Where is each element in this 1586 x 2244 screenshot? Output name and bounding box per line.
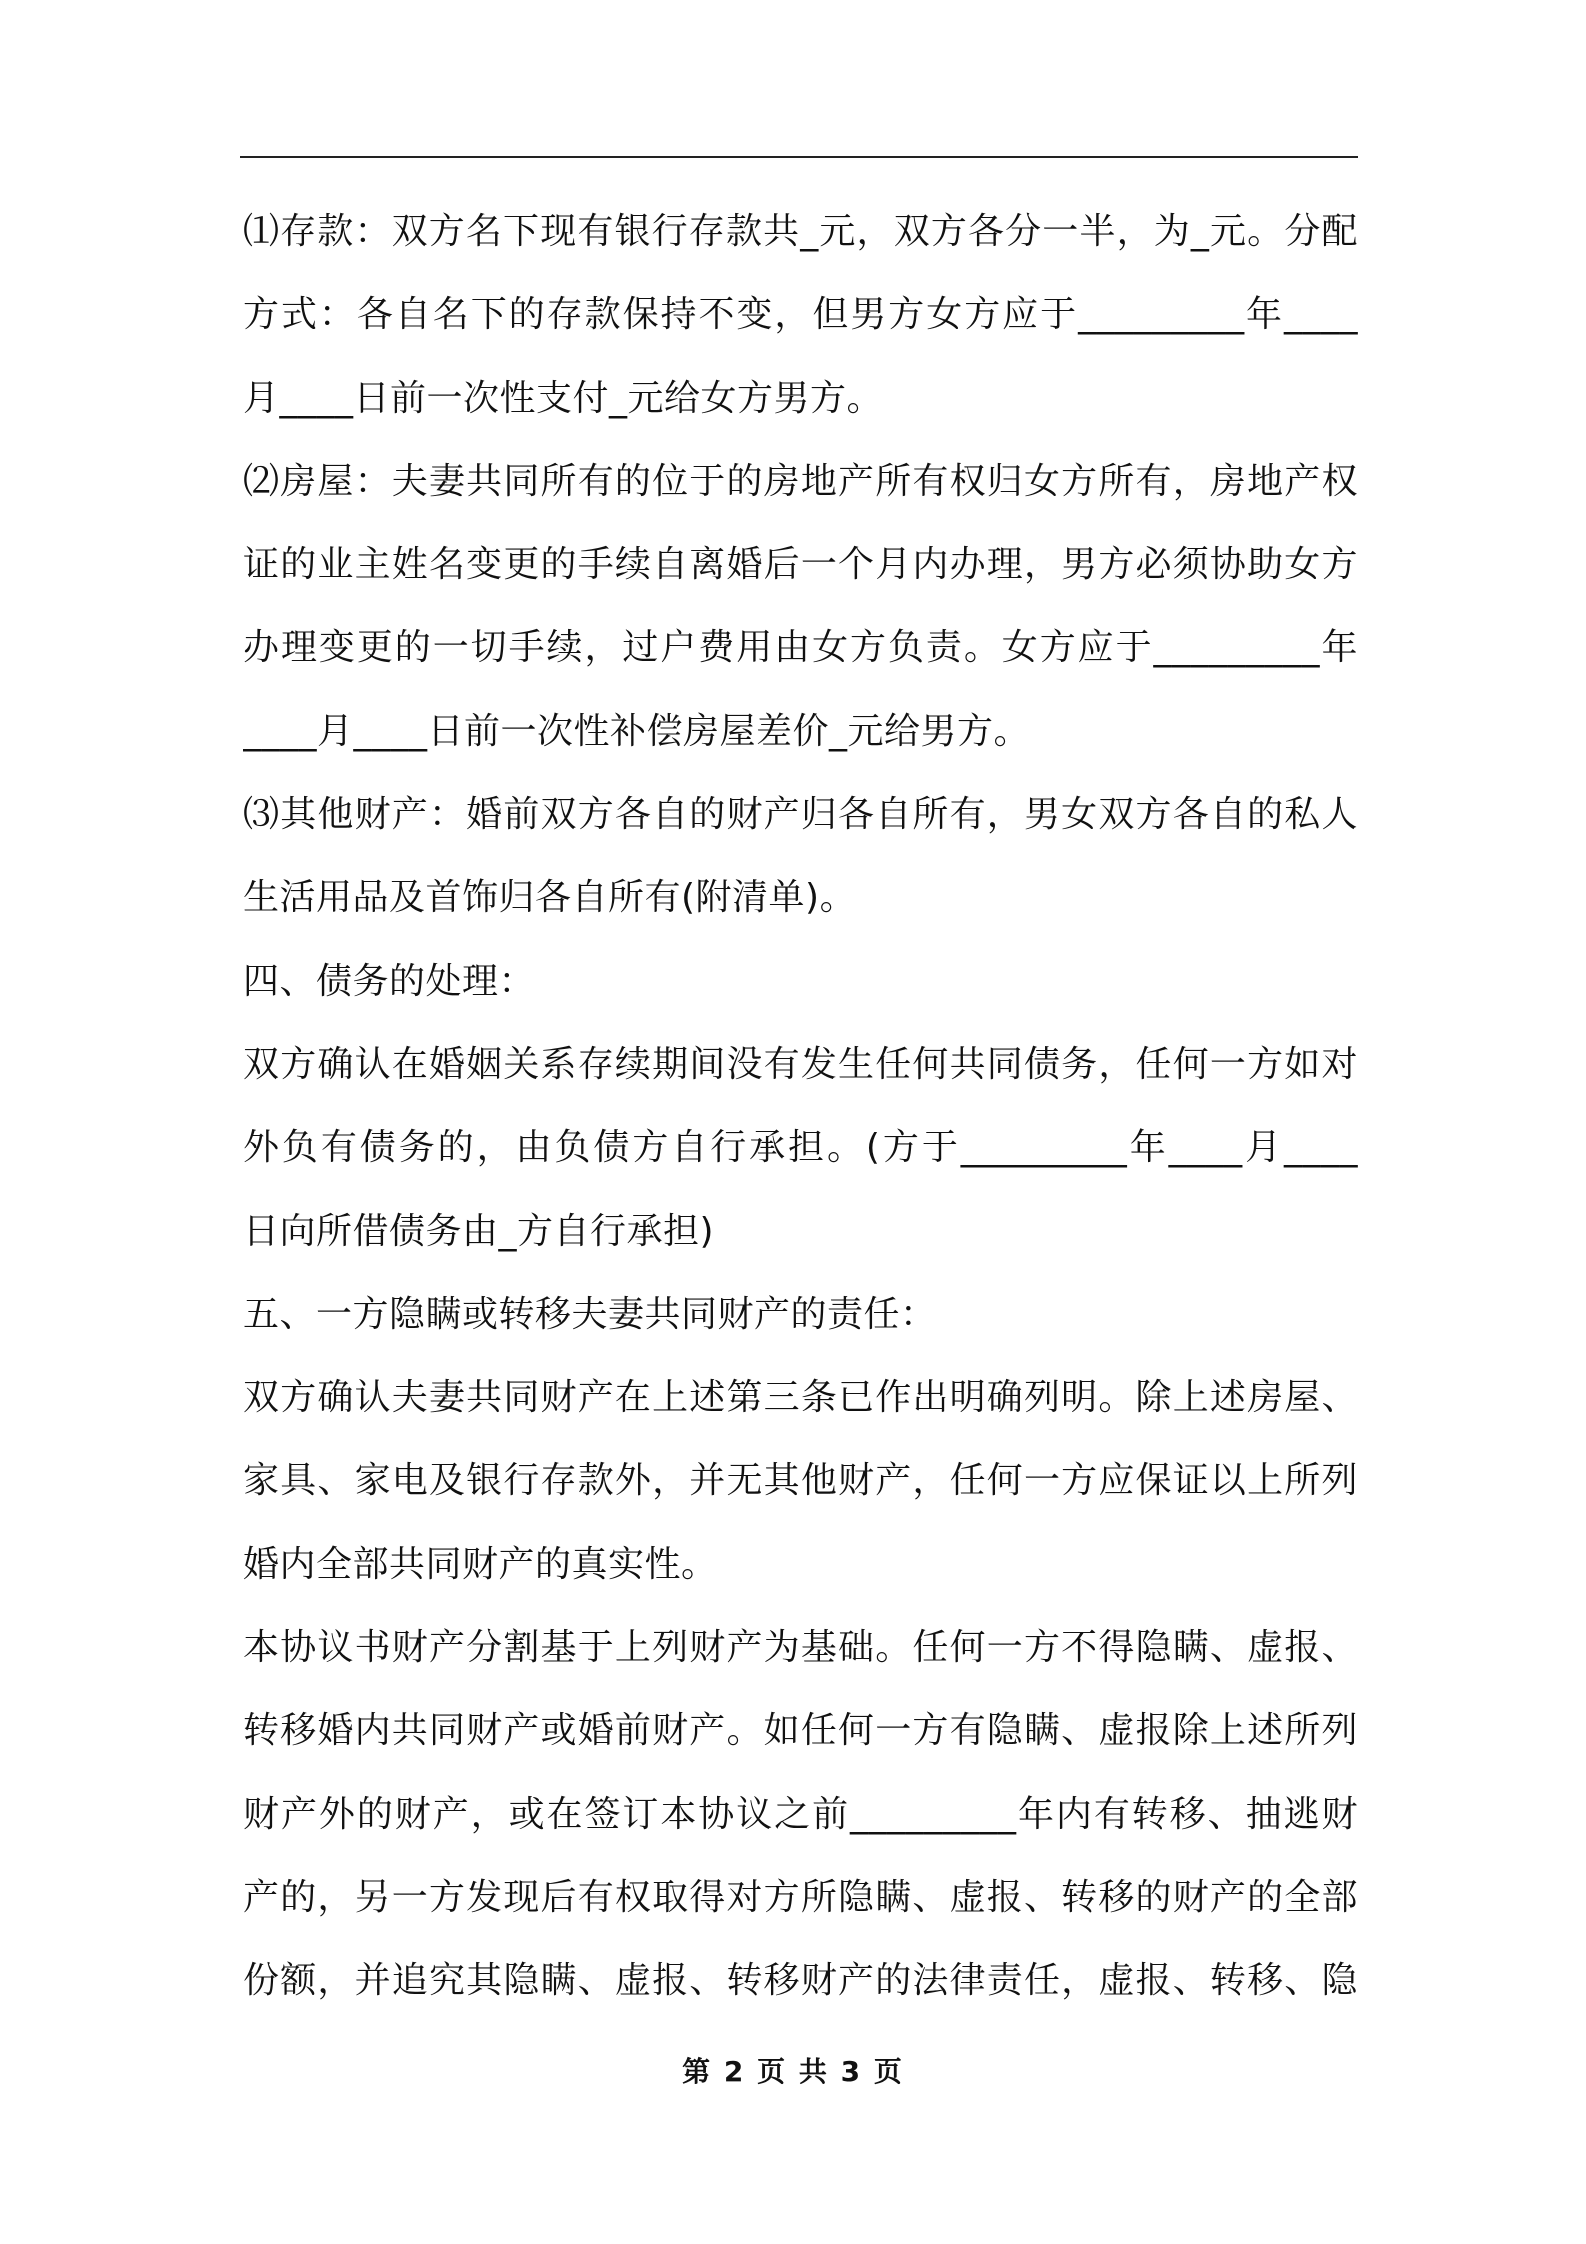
text-line: 证的业主姓名变更的手续自离婚后一个月内办理，男方必须协助女方: [243, 544, 1358, 586]
text-line: 双方确认在婚姻关系存续期间没有发生任何共同债务，任何一方如对: [243, 1043, 1358, 1085]
text-line: ⑵房屋：夫妻共同所有的位于的房地产所有权归女方所有，房地产权: [243, 460, 1358, 502]
section-heading: 五、一方隐瞒或转移夫妻共同财产的责任：: [243, 1293, 937, 1335]
text-line: ⑴存款：双方名下现有银行存款共_元，双方各分一半，为_元。分配: [243, 211, 1358, 252]
text-line: 外负有债务的，由负债方自行承担。(方于_________年____月____: [243, 1127, 1358, 1169]
text-line: ⑶其他财产：婚前双方各自的财产归各自所有，男女双方各自的私人: [243, 794, 1358, 836]
text-line: 方式：各自名下的存款保持不变，但男方女方应于_________年____: [243, 294, 1358, 336]
text-line: 办理变更的一切手续，过户费用由女方负责。女方应于_________年: [243, 627, 1358, 669]
text-line: 财产外的财产，或在签订本协议之前_________年内有转移、抽逃财: [243, 1793, 1358, 1835]
text-line: 产的，另一方发现后有权取得对方所隐瞒、虚报、转移的财产的全部: [243, 1876, 1358, 1918]
text-line: 本协议书财产分割基于上列财产为基础。任何一方不得隐瞒、虚报、: [243, 1627, 1358, 1669]
text-line: 生活用品及首饰归各自所有(附清单)。: [243, 877, 857, 919]
page-number-footer: 第 2 页 共 3 页: [682, 2055, 904, 2088]
text-line: 转移婚内共同财产或婚前财产。如任何一方有隐瞒、虚报除上述所列: [243, 1710, 1358, 1752]
header-rule: [240, 156, 1358, 158]
text-line: 日向所借债务由_方自行承担): [243, 1210, 715, 1252]
section-heading: 四、债务的处理：: [243, 960, 536, 1002]
document-body: [243, 190, 1358, 2023]
text-line: 家具、家电及银行存款外，并无其他财产，任何一方应保证以上所列: [243, 1460, 1358, 1502]
text-line: 份额，并追究其隐瞒、虚报、转移财产的法律责任，虚报、转移、隐: [243, 1960, 1358, 2002]
text-line: ____月____日前一次性补偿房屋差价_元给男方。: [243, 710, 1031, 752]
text-line: 双方确认夫妻共同财产在上述第三条已作出明确列明。除上述房屋、: [243, 1377, 1358, 1419]
text-line: 婚内全部共同财产的真实性。: [243, 1543, 718, 1585]
text-line: 月____日前一次性支付_元给女方男方。: [243, 377, 884, 419]
